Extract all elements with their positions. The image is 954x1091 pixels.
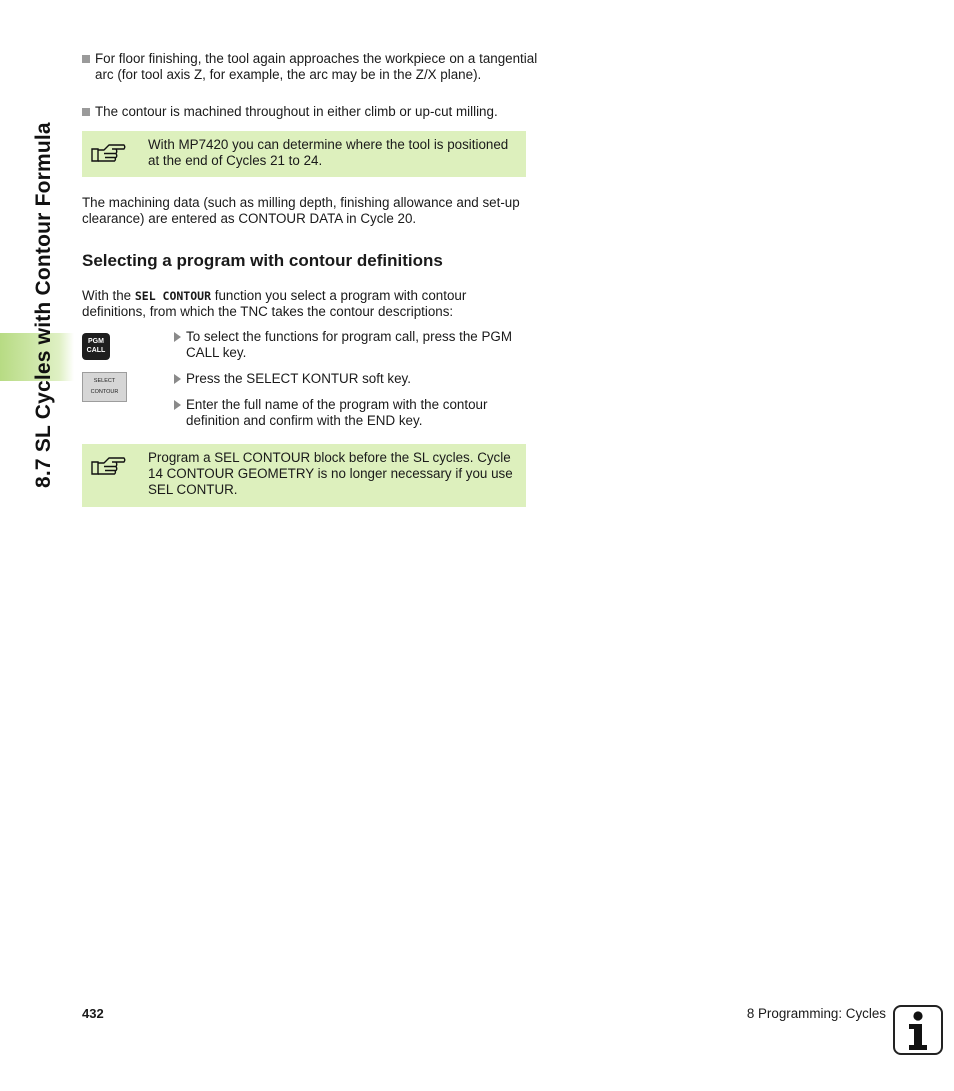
- pgm-key-label-line2: CALL: [86, 347, 106, 354]
- softkey-label-line1: SELECT: [93, 378, 116, 384]
- info-glyph: [895, 1007, 941, 1053]
- select-contour-softkey-icon: [82, 372, 127, 402]
- bullet-item: [82, 104, 545, 120]
- bullet-text: The contour is machined throughout in either climb or up-cut milling.: [95, 104, 498, 119]
- softkey-label-line2: CONTOUR: [90, 389, 119, 395]
- bullet-square-icon: [82, 55, 90, 63]
- note-box: [82, 444, 526, 507]
- intro-text-start: With the: [82, 288, 135, 303]
- page-number: 432: [82, 1006, 104, 1021]
- sel-contour-code: SEL CONTOUR: [134, 289, 212, 303]
- note-box: [82, 131, 526, 177]
- body-paragraph: The machining data (such as milling depth, finishing allowance and set-up clearance) are entered as CONTOUR DATA in Cycle 20.: [82, 195, 520, 226]
- step-text: Press the SELECT KONTUR soft key.: [186, 371, 411, 386]
- intro-text-end: function you select a program with contour definitions, from which the TNC takes the contour descriptions:: [82, 288, 467, 319]
- step-arrow-icon: [174, 332, 181, 342]
- step-arrow-icon: [174, 374, 181, 384]
- step-text: To select the functions for program call, press the PGM CALL key.: [186, 329, 512, 360]
- intro-paragraph: [82, 288, 532, 320]
- pointing-hand-icon: [90, 139, 126, 165]
- info-icon: [893, 1005, 943, 1055]
- bullet-square-icon: [82, 108, 90, 116]
- pgm-call-key-icon: [82, 333, 110, 360]
- note-text: Program a SEL CONTOUR block before the SL cycles. Cycle 14 CONTOUR GEOMETRY is no longer necessary if you use SEL CONTUR.: [148, 450, 513, 497]
- bullet-text: For floor finishing, the tool again approaches the workpiece on a tangential arc (for tool axis Z, for example, the arc may be in the Z/X plane).: [95, 51, 538, 82]
- step-text: Enter the full name of the program with the contour definition and confirm with the END key.: [186, 397, 488, 428]
- instruction-step: [173, 329, 538, 361]
- instruction-step: [173, 397, 538, 429]
- note-text: With MP7420 you can determine where the tool is positioned at the end of Cycles 21 to 24.: [148, 137, 509, 168]
- bullet-item: [82, 51, 545, 83]
- pgm-key-label-line1: PGM: [88, 338, 104, 345]
- section-heading: Selecting a program with contour definitions: [82, 251, 443, 270]
- step-arrow-icon: [174, 400, 181, 410]
- instruction-step: [173, 371, 538, 387]
- pointing-hand-icon: [90, 452, 126, 478]
- section-side-title: 8.7 SL Cycles with Contour Formula: [32, 122, 55, 488]
- chapter-footer: 8 Programming: Cycles: [746, 1006, 886, 1021]
